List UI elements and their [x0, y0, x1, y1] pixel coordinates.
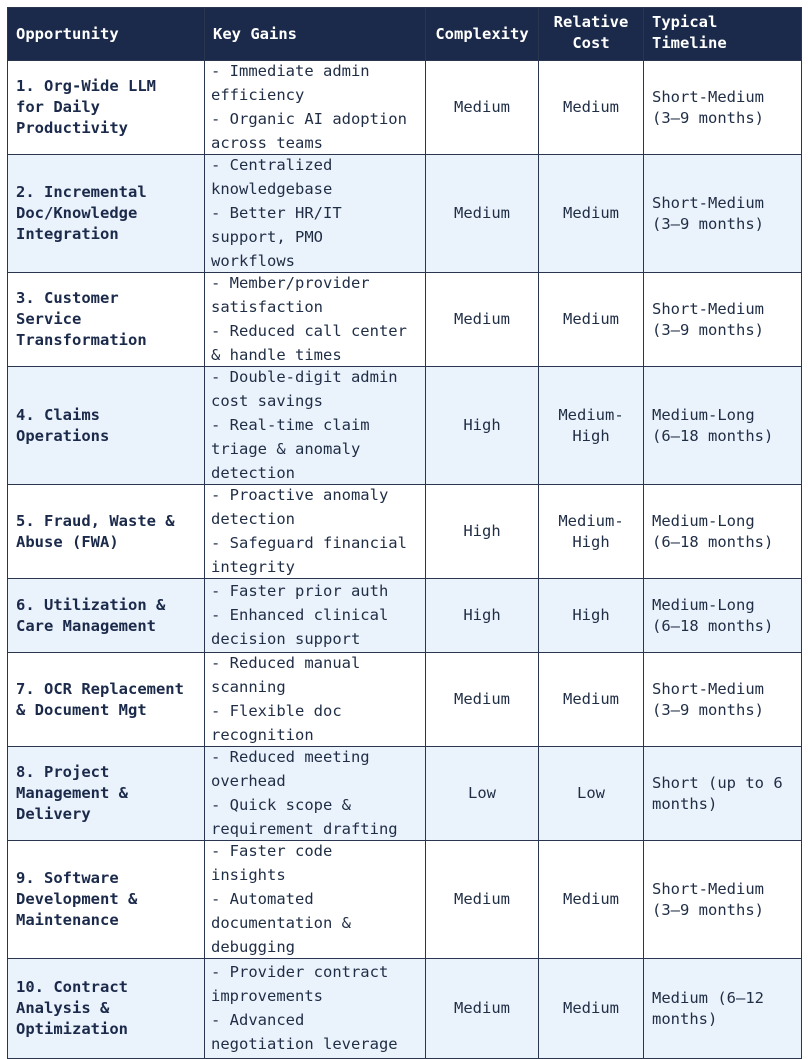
relative-cost-cell: [539, 485, 644, 579]
opportunity-name-line: Service: [16, 310, 82, 328]
gain-line: documentation &: [211, 914, 351, 932]
opportunity-name-line: & Document Mgt: [16, 700, 147, 719]
relative-cost-cell: [539, 579, 644, 653]
header-complexity: [426, 8, 539, 61]
gain-line: debugging: [211, 938, 295, 956]
opportunity-name-line: Management &: [16, 784, 128, 802]
opportunity-cell: [8, 653, 205, 747]
opportunity-name-line: 2. Incremental: [16, 183, 147, 201]
relative-cost-cell: [539, 959, 644, 1059]
gain-line: recognition: [211, 726, 314, 744]
gain-line: negotiation leverage: [211, 1035, 398, 1053]
gain-line: - Double-digit admin: [211, 368, 398, 386]
opportunity-cell: [8, 155, 205, 273]
complexity-value: Medium: [454, 204, 510, 222]
typical-timeline-cell: [644, 485, 802, 579]
gain-line: - Safeguard financial: [211, 534, 407, 552]
gain-line: satisfaction: [211, 298, 323, 316]
complexity-cell: [426, 653, 539, 747]
relative-cost-cell: [539, 273, 644, 367]
header-complexity-label: Complexity: [435, 24, 529, 43]
key-gains-cell: [205, 653, 426, 747]
timeline-value: months): [652, 1009, 718, 1028]
key-gains-cell: [205, 485, 426, 579]
gain-item: [211, 61, 419, 106]
gain-line: - Automated: [211, 890, 314, 908]
gain-line: & handle times: [211, 346, 342, 364]
opportunity-name-line: Development &: [16, 890, 138, 908]
complexity-value: High: [463, 416, 501, 434]
gain-line: decision support: [211, 630, 361, 648]
relative-cost-value: Medium: [563, 204, 619, 222]
header-opportunity: [8, 8, 205, 61]
timeline-value: (3–9 months): [652, 108, 764, 127]
relative-cost-value: Medium: [563, 999, 619, 1017]
table-row: [8, 747, 802, 841]
opportunity-name-line: 1. Org-Wide LLM: [16, 77, 156, 95]
opportunity-name-line: Integration: [16, 225, 119, 243]
typical-timeline-cell: [644, 653, 802, 747]
relative-cost-value: High: [572, 606, 610, 624]
relative-cost-value: Medium: [563, 98, 619, 116]
typical-timeline-cell: [644, 841, 802, 959]
table-row: [8, 61, 802, 155]
timeline-value: Short-Medium: [652, 193, 764, 212]
relative-cost-cell: [539, 841, 644, 959]
header-typical-timeline: [644, 8, 802, 61]
gain-item: [211, 889, 419, 958]
gain-item: [211, 747, 419, 792]
gain-line: requirement drafting: [211, 820, 398, 838]
opportunity-name-line: 4. Claims: [16, 405, 100, 424]
gain-line: - Quick scope &: [211, 796, 351, 814]
gain-line: across teams: [211, 134, 323, 152]
gain-line: - Centralized: [211, 156, 333, 174]
gain-item: [211, 109, 419, 154]
opportunity-name-line: 7. OCR Replacement: [16, 679, 184, 698]
opportunity-name-line: for Daily: [16, 98, 100, 116]
opportunity-cell: [8, 579, 205, 653]
timeline-value: (3–9 months): [652, 320, 764, 339]
opportunity-name-line: Abuse (FWA): [16, 532, 119, 551]
gain-line: - Faster prior auth: [211, 582, 389, 600]
header-typical-timeline-line: Typical: [652, 13, 718, 31]
gain-line: integrity: [211, 558, 295, 576]
relative-cost-value: Medium: [563, 310, 619, 328]
gain-item: [211, 701, 419, 746]
gain-line: - Enhanced clinical: [211, 606, 389, 624]
complexity-value: Medium: [454, 999, 510, 1017]
opportunity-name-line: 6. Utilization &: [16, 595, 166, 614]
opportunity-name-line: Productivity: [16, 119, 128, 137]
gain-line: - Real-time claim: [211, 416, 370, 434]
gain-item: [211, 533, 419, 578]
opportunity-name-line: Doc/Knowledge: [16, 204, 138, 222]
gain-item: [211, 203, 419, 272]
gain-line: - Reduced manual: [211, 654, 361, 672]
timeline-value: Medium-Long: [652, 511, 755, 530]
opportunity-name-line: Optimization: [16, 1020, 128, 1038]
gain-item: [211, 367, 419, 412]
gain-line: - Faster code: [211, 842, 333, 860]
opportunity-table: [7, 7, 802, 1059]
key-gains-cell: [205, 959, 426, 1059]
gain-item: [211, 653, 419, 698]
opportunity-name-line: Delivery: [16, 805, 91, 823]
opportunity-cell: [8, 959, 205, 1059]
timeline-value: Medium-Long: [652, 595, 755, 614]
gain-item: [211, 962, 419, 1007]
complexity-cell: [426, 579, 539, 653]
complexity-cell: [426, 273, 539, 367]
gain-line: insights: [211, 866, 286, 884]
timeline-value: Short (up to 6: [652, 773, 783, 792]
timeline-value: Medium (6–12: [652, 988, 764, 1007]
gain-line: scanning: [211, 678, 286, 696]
complexity-cell: [426, 841, 539, 959]
gain-line: - Advanced: [211, 1011, 305, 1029]
typical-timeline-cell: [644, 155, 802, 273]
complexity-cell: [426, 959, 539, 1059]
relative-cost-value: Low: [577, 784, 605, 802]
header-relative-cost-line: Cost: [572, 34, 610, 52]
opportunity-name-line: 5. Fraud, Waste &: [16, 511, 175, 530]
header-opportunity-label: Opportunity: [16, 24, 119, 43]
opportunity-cell: [8, 61, 205, 155]
key-gains-cell: [205, 61, 426, 155]
header-relative-cost-line: Relative: [553, 13, 629, 31]
complexity-value: High: [463, 522, 501, 540]
complexity-cell: [426, 747, 539, 841]
opportunity-cell: [8, 841, 205, 959]
timeline-value: (3–9 months): [652, 700, 764, 719]
header-relative-cost: [539, 8, 644, 61]
gain-line: overhead: [211, 772, 286, 790]
typical-timeline-cell: [644, 959, 802, 1059]
header-typical-timeline-line: Timeline: [652, 34, 727, 52]
table-header: [8, 8, 802, 61]
relative-cost-value: Medium: [563, 690, 619, 708]
gain-line: - Reduced meeting: [211, 748, 370, 766]
typical-timeline-cell: [644, 367, 802, 485]
relative-cost-value: Medium-: [558, 511, 624, 530]
gain-line: - Proactive anomaly: [211, 486, 389, 504]
complexity-cell: [426, 367, 539, 485]
complexity-cell: [426, 61, 539, 155]
gain-line: detection: [211, 510, 295, 528]
relative-cost-cell: [539, 367, 644, 485]
gain-line: improvements: [211, 987, 323, 1005]
timeline-value: (6–18 months): [652, 426, 774, 445]
opportunity-cell: [8, 485, 205, 579]
gain-item: [211, 581, 419, 602]
gain-item: [211, 605, 419, 650]
key-gains-cell: [205, 273, 426, 367]
complexity-cell: [426, 485, 539, 579]
opportunity-name-line: Care Management: [16, 616, 156, 635]
gain-line: triage & anomaly: [211, 440, 361, 458]
complexity-value: Medium: [454, 690, 510, 708]
opportunity-name-line: Analysis &: [16, 999, 110, 1017]
key-gains-cell: [205, 579, 426, 653]
table-body: [8, 61, 802, 1059]
complexity-value: Low: [468, 784, 496, 802]
header-row: [8, 8, 802, 61]
gain-line: - Immediate admin: [211, 62, 370, 80]
relative-cost-cell: [539, 653, 644, 747]
table-row: [8, 367, 802, 485]
header-key-gains: [205, 8, 426, 61]
gain-line: workflows: [211, 252, 295, 270]
complexity-value: High: [463, 606, 501, 624]
opportunity-cell: [8, 273, 205, 367]
gain-item: [211, 795, 419, 840]
gain-line: - Flexible doc: [211, 702, 342, 720]
opportunity-name-line: 3. Customer: [16, 289, 119, 307]
opportunity-cell: [8, 367, 205, 485]
opportunity-name-line: Transformation: [16, 331, 147, 349]
timeline-value: Short-Medium: [652, 879, 764, 898]
gain-line: detection: [211, 464, 295, 482]
timeline-value: Short-Medium: [652, 679, 764, 698]
relative-cost-value: Medium-: [558, 405, 624, 424]
gain-line: - Member/provider: [211, 274, 370, 292]
relative-cost-cell: [539, 61, 644, 155]
table-row: [8, 485, 802, 579]
gain-item: [211, 415, 419, 484]
complexity-value: Medium: [454, 890, 510, 908]
opportunity-name-line: 10. Contract: [16, 978, 128, 996]
table-row: [8, 959, 802, 1059]
complexity-value: Medium: [454, 98, 510, 116]
key-gains-cell: [205, 747, 426, 841]
timeline-value: (6–18 months): [652, 616, 774, 635]
table-row: [8, 155, 802, 273]
complexity-value: Medium: [454, 310, 510, 328]
typical-timeline-cell: [644, 747, 802, 841]
gain-item: [211, 485, 419, 530]
relative-cost-value: High: [572, 532, 610, 551]
opportunity-cell: [8, 747, 205, 841]
timeline-value: Short-Medium: [652, 87, 764, 106]
table-row: [8, 841, 802, 959]
timeline-value: months): [652, 794, 718, 813]
key-gains-cell: [205, 841, 426, 959]
timeline-value: (3–9 months): [652, 900, 764, 919]
timeline-value: Short-Medium: [652, 299, 764, 318]
gain-line: support, PMO: [211, 228, 323, 246]
key-gains-cell: [205, 367, 426, 485]
opportunity-name-line: Maintenance: [16, 911, 119, 929]
gain-line: - Reduced call center: [211, 322, 407, 340]
gain-item: [211, 841, 419, 886]
gain-line: - Organic AI adoption: [211, 110, 407, 128]
typical-timeline-cell: [644, 61, 802, 155]
typical-timeline-cell: [644, 273, 802, 367]
timeline-value: (6–18 months): [652, 532, 774, 551]
gain-line: - Better HR/IT: [211, 204, 342, 222]
table-row: [8, 653, 802, 747]
gain-line: knowledgebase: [211, 180, 333, 198]
gain-item: [211, 155, 419, 200]
gain-line: cost savings: [211, 392, 323, 410]
opportunity-name-line: 9. Software: [16, 869, 119, 887]
gain-item: [211, 1010, 419, 1055]
relative-cost-cell: [539, 155, 644, 273]
complexity-cell: [426, 155, 539, 273]
typical-timeline-cell: [644, 579, 802, 653]
key-gains-cell: [205, 155, 426, 273]
gain-item: [211, 321, 419, 366]
header-key-gains-label: Key Gains: [213, 24, 297, 43]
table-row: [8, 579, 802, 653]
relative-cost-cell: [539, 747, 644, 841]
opportunity-name-line: 8. Project: [16, 763, 110, 781]
timeline-value: Medium-Long: [652, 405, 755, 424]
relative-cost-value: High: [572, 426, 610, 445]
opportunity-name-line: Operations: [16, 426, 110, 445]
table-row: [8, 273, 802, 367]
relative-cost-value: Medium: [563, 890, 619, 908]
gain-line: efficiency: [211, 86, 305, 104]
timeline-value: (3–9 months): [652, 214, 764, 233]
gain-item: [211, 273, 419, 318]
gain-line: - Provider contract: [211, 963, 389, 981]
